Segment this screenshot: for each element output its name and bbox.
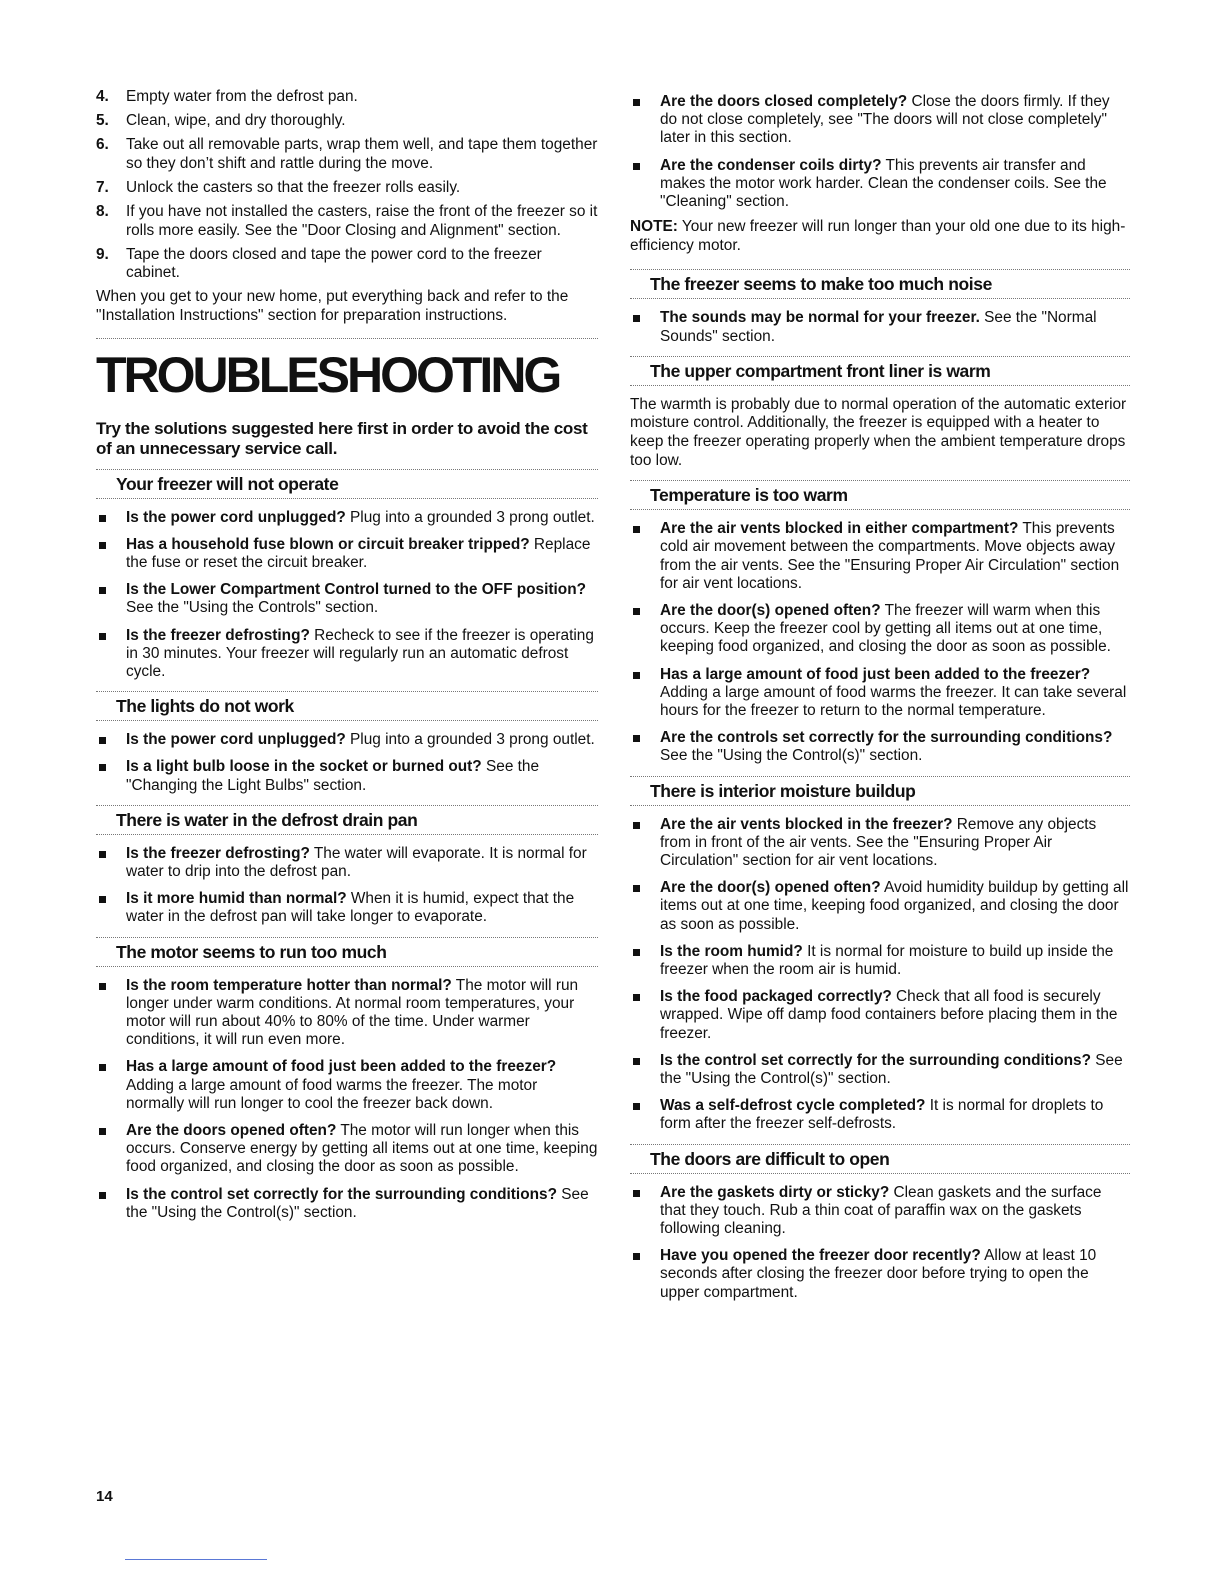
troubleshooting-section	[96, 469, 598, 682]
troubleshooting-item	[630, 93, 1130, 148]
step-item	[96, 112, 598, 131]
item-question: Is a light bulb loose in the socket or burned out?	[126, 758, 482, 776]
troubleshooting-item	[96, 845, 598, 881]
page-title: TROUBLESHOOTING	[96, 346, 560, 403]
step-item	[96, 136, 598, 173]
item-answer: This prevents air transfer and makes the motor work harder. Clean the condenser coils. See the "Cleaning" section.	[660, 156, 1107, 211]
section-items	[96, 977, 598, 1222]
step-text: If you have not installed the casters, raise the front of the freezer so it rolls more easily. See the "Door Closing and Alignment" section.	[126, 202, 598, 239]
item-question: Is the power cord unplugged?	[126, 731, 346, 749]
bullet-icon	[633, 163, 640, 170]
divider	[96, 498, 598, 499]
troubleshooting-item	[96, 1122, 598, 1177]
item-question: Are the door(s) opened often?	[660, 879, 881, 897]
section-items	[96, 509, 598, 682]
troubleshooting-item	[96, 581, 598, 617]
divider	[96, 966, 598, 967]
item-answer: Plug into a grounded 3 prong outlet.	[345, 731, 595, 749]
item-question: Are the air vents blocked in the freezer?	[660, 815, 953, 833]
section-title: Your freezer will not operate	[116, 473, 339, 494]
step-item	[96, 246, 598, 283]
troubleshooting-section	[630, 356, 1130, 470]
bullet-icon	[633, 1103, 640, 1110]
troubleshooting-item	[96, 758, 598, 794]
item-question: Is the freezer defrosting?	[126, 626, 310, 644]
item-question: Has a large amount of food just been added to the freezer?	[660, 665, 1091, 683]
bullet-icon	[633, 735, 640, 742]
section-title: Temperature is too warm	[650, 485, 848, 506]
item-answer: Adding a large amount of food warms the freezer. It can take several hours for the freezer to return to the normal temperature.	[660, 683, 1127, 720]
troubleshooting-item	[96, 890, 598, 926]
step-number: 5.	[96, 112, 109, 130]
item-question: Are the door(s) opened often?	[660, 602, 881, 619]
troubleshooting-item	[96, 1186, 598, 1222]
item-answer: See the "Normal Sounds" section.	[660, 309, 1097, 345]
section-paragraph: The warmth is probably due to normal operation of the automatic exterior moisture control. Additionally, the freezer is equipped with a heater to keep the freezer operating properly when the ambient temperature drops too low.	[630, 395, 1127, 469]
step-item	[96, 88, 598, 107]
troubleshooting-item	[96, 1058, 598, 1113]
bullet-icon	[99, 587, 106, 594]
troubleshooting-item	[630, 816, 1130, 871]
step-number: 6.	[96, 136, 109, 154]
item-question: Is the food packaged correctly?	[660, 988, 892, 1006]
step-text: Clean, wipe, and dry thoroughly.	[126, 112, 346, 130]
item-question: Is the room humid?	[660, 942, 803, 960]
step-number: 7.	[96, 178, 109, 196]
item-answer: Adding a large amount of food warms the freezer. The motor normally will run longer to cool the freezer back down.	[126, 1076, 538, 1112]
item-answer: Avoid humidity buildup by getting all items out at one time, keeping food organized, and closing the door as soon as possible.	[660, 879, 1129, 933]
note-text: Your new freezer will run longer than your old one due to its high-efficiency motor.	[630, 218, 1126, 254]
note	[630, 218, 1130, 255]
item-answer: See the "Using the Controls" section.	[126, 599, 379, 617]
bullet-icon	[633, 885, 640, 892]
item-question: Are the air vents blocked in either compartment?	[660, 520, 1019, 538]
step-text: Unlock the casters so that the freezer rolls easily.	[126, 178, 461, 196]
moving-steps-list	[96, 88, 598, 283]
divider	[630, 298, 1130, 299]
item-answer: It is normal for droplets to form after the freezer self-defrosts.	[660, 1097, 1104, 1133]
troubleshooting-section	[96, 937, 598, 1222]
item-question: Is the room temperature hotter than normal?	[126, 976, 452, 994]
right-column	[630, 88, 1130, 1311]
step-number: 9.	[96, 245, 109, 263]
section-items	[630, 520, 1130, 765]
section-title: There is water in the defrost drain pan	[116, 809, 418, 830]
moving-paragraph: When you get to your new home, put everything back and refer to the "Installation Instructions" section for preparation instructions.	[96, 288, 569, 324]
divider	[630, 509, 1130, 510]
troubleshooting-item	[630, 729, 1130, 765]
section-items	[630, 1184, 1130, 1302]
item-answer: See the "Using the Control(s)" section.	[660, 1051, 1123, 1088]
step-number: 4.	[96, 88, 109, 105]
item-question: Are the doors closed completely?	[660, 93, 908, 110]
item-answer: Allow at least 10 seconds after closing the freezer door before trying to open the upper compartment.	[660, 1247, 1097, 1301]
item-answer: Replace the fuse or reset the circuit breaker.	[126, 535, 591, 571]
section-items	[630, 816, 1130, 1134]
step-item	[96, 179, 598, 198]
item-question: Is the power cord unplugged?	[126, 508, 346, 526]
step-item	[96, 203, 598, 240]
bullet-icon	[633, 822, 640, 829]
note-label: NOTE:	[630, 218, 678, 236]
intro-text: Try the solutions suggested here first in order to avoid the cost of an unnecessary service call.	[96, 418, 588, 458]
item-question: Is the control set correctly for the surrounding conditions?	[126, 1185, 557, 1203]
item-question: Is the freezer defrosting?	[126, 844, 310, 862]
troubleshooting-item	[630, 1184, 1130, 1239]
divider	[630, 385, 1130, 386]
bullet-icon	[99, 542, 106, 549]
bullet-icon	[633, 1190, 640, 1197]
continued-items-list	[630, 93, 1130, 211]
section-title: The doors are difficult to open	[650, 1148, 890, 1169]
bullet-icon	[99, 764, 106, 771]
troubleshooting-section	[96, 691, 598, 795]
troubleshooting-item	[630, 988, 1130, 1043]
troubleshooting-item	[96, 627, 598, 682]
bullet-icon	[99, 1192, 106, 1199]
bullet-icon	[99, 896, 106, 903]
step-text: Empty water from the defrost pan.	[126, 88, 358, 105]
troubleshooting-section	[630, 269, 1130, 345]
footer-rule	[125, 1559, 267, 1560]
troubleshooting-item	[96, 536, 598, 572]
step-text: Take out all removable parts, wrap them well, and tape them together so they don’t shift and rattle during the move.	[126, 136, 598, 172]
troubleshooting-section	[630, 1144, 1130, 1302]
troubleshooting-item	[630, 943, 1130, 979]
item-answer: See the "Using the Control(s)" section.	[126, 1185, 589, 1221]
bullet-icon	[99, 983, 106, 990]
step-text: Tape the doors closed and tape the power cord to the freezer cabinet.	[126, 245, 542, 282]
troubleshooting-item	[630, 1247, 1130, 1302]
item-question: Was a self-defrost cycle completed?	[660, 1097, 926, 1115]
troubleshooting-section	[96, 805, 598, 927]
bullet-icon	[633, 99, 640, 106]
item-question: Have you opened the freezer door recently?	[660, 1247, 981, 1265]
bullet-icon	[99, 1128, 106, 1135]
bullet-icon	[633, 608, 640, 615]
bullet-icon	[99, 1064, 106, 1071]
right-sections	[630, 269, 1130, 1301]
item-question: Is the Lower Compartment Control turned to the OFF position?	[126, 581, 586, 599]
bullet-icon	[633, 1253, 640, 1260]
divider	[630, 805, 1130, 806]
troubleshooting-item	[630, 602, 1130, 657]
troubleshooting-item	[630, 520, 1130, 593]
section-items	[96, 731, 598, 795]
section-title: The lights do not work	[116, 696, 294, 717]
divider	[96, 720, 598, 721]
troubleshooting-item	[630, 666, 1130, 721]
section-items	[96, 845, 598, 927]
item-answer: The motor will run longer under warm conditions. At normal room temperatures, your motor will run about 40% to 80% of the time. Under warmer conditions, it will run even more.	[126, 976, 579, 1049]
item-question: Are the doors opened often?	[126, 1122, 337, 1139]
item-question: Is it more humid than normal?	[126, 890, 347, 908]
bullet-icon	[633, 994, 640, 1001]
section-items	[630, 309, 1130, 345]
item-answer: The water will evaporate. It is normal for water to drip into the defrost pan.	[126, 844, 587, 880]
troubleshooting-item	[630, 1052, 1130, 1088]
item-question: Has a large amount of food just been added to the freezer?	[126, 1058, 557, 1076]
bullet-icon	[99, 515, 106, 522]
item-answer: When it is humid, expect that the water in the defrost pan will take longer to evaporate.	[126, 890, 575, 926]
item-answer: Recheck to see if the freezer is operating in 30 minutes. Your freezer will regularly run an automatic defrost cycle.	[126, 626, 594, 680]
bullet-icon	[633, 315, 640, 322]
item-answer: The freezer will warm when this occurs. Keep the freezer cool by getting all items out at one time, keeping food organized, and closing the door as soon as possible.	[660, 602, 1111, 656]
step-number: 8.	[96, 202, 109, 220]
item-answer: Clean gaskets and the surface that they touch. Rub a thin coat of paraffin wax on the gaskets following cleaning.	[660, 1183, 1102, 1238]
item-question: Are the condenser coils dirty?	[660, 156, 882, 174]
item-answer: Remove any objects from in front of the air vents. See the "Ensuring Proper Air Circulation" section for air vent locations.	[660, 815, 1097, 870]
troubleshooting-item	[630, 879, 1130, 934]
bullet-icon	[99, 737, 106, 744]
troubleshooting-item	[96, 731, 598, 749]
section-title: There is interior moisture buildup	[650, 780, 916, 801]
divider	[96, 338, 598, 339]
bullet-icon	[99, 851, 106, 858]
item-question: Has a household fuse blown or circuit breaker tripped?	[126, 535, 530, 553]
troubleshooting-section	[630, 776, 1130, 1134]
bullet-icon	[633, 672, 640, 679]
item-question: Is the control set correctly for the surrounding conditions?	[660, 1051, 1091, 1069]
item-answer: See the "Using the Control(s)" section.	[660, 747, 923, 765]
troubleshooting-item	[630, 309, 1130, 345]
section-title: The motor seems to run too much	[116, 941, 387, 962]
bullet-icon	[633, 949, 640, 956]
page-number: 14	[96, 1488, 113, 1505]
item-answer: The motor will run longer when this occurs. Conserve energy by getting all items out at one time, keeping food organized, and closing the door as soon as possible.	[126, 1122, 598, 1176]
troubleshooting-item	[630, 1097, 1130, 1133]
item-answer: See the "Changing the Light Bulbs" section.	[126, 758, 540, 794]
item-answer: Plug into a grounded 3 prong outlet.	[345, 508, 595, 526]
item-question: Are the controls set correctly for the surrounding conditions?	[660, 729, 1113, 747]
item-question: Are the gaskets dirty or sticky?	[660, 1183, 890, 1201]
item-question: The sounds may be normal for your freezer.	[660, 309, 980, 327]
troubleshooting-item	[96, 977, 598, 1050]
bullet-icon	[99, 633, 106, 640]
troubleshooting-item	[96, 509, 598, 527]
bullet-icon	[633, 526, 640, 533]
troubleshooting-item	[630, 157, 1130, 212]
troubleshooting-section	[630, 480, 1130, 765]
divider	[630, 1173, 1130, 1174]
left-column	[96, 88, 598, 1231]
bullet-icon	[633, 1058, 640, 1065]
section-title: The freezer seems to make too much noise	[650, 274, 992, 295]
left-sections	[96, 469, 598, 1222]
item-answer: It is normal for moisture to build up inside the freezer when the room air is humid.	[660, 942, 1114, 979]
section-title: The upper compartment front liner is warm	[650, 360, 991, 381]
item-answer: This prevents cold air movement between the compartments. Move objects away from the air vents. See the "Ensuring Proper Air Circulation" section for air vent locations.	[660, 520, 1120, 592]
item-answer: Close the doors firmly. If they do not close completely, see "The doors will not close completely" later in this section.	[660, 93, 1110, 147]
divider	[96, 834, 598, 835]
item-answer: Check that all food is securely wrapped. Wipe off damp food containers before placing them in the freezer.	[660, 988, 1118, 1042]
